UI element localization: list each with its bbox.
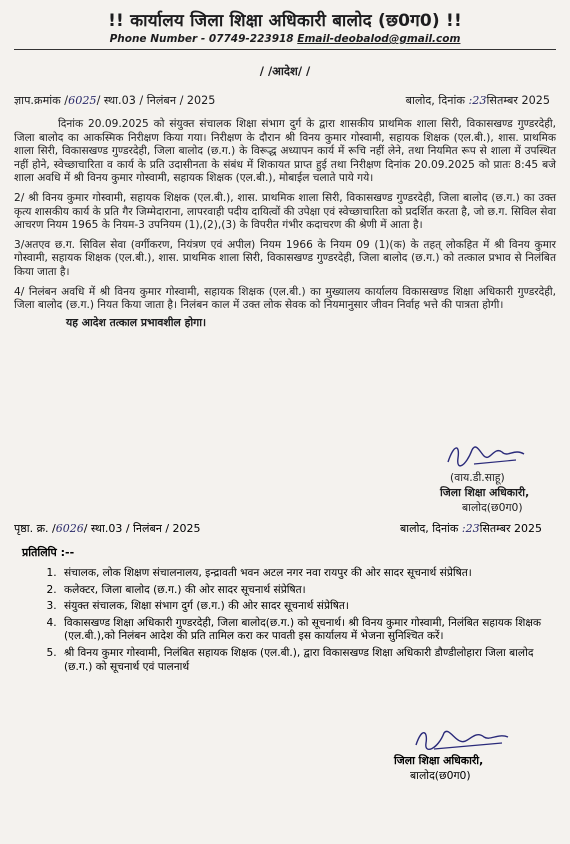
- copy-memo-suffix: / स्था.03 / निलंबन / 2025: [83, 522, 201, 535]
- memo-date: [406, 93, 550, 108]
- copy-item: 2. कलेक्टर, जिला बालोद (छ.ग.) की ओर सादर सूचनार्थ संप्रेषित।: [60, 584, 548, 598]
- memo-number: [14, 93, 215, 108]
- copy-memo-handwritten-number: 6026: [55, 522, 84, 535]
- handwritten-signature-1: [444, 440, 530, 470]
- date-handwritten-day: :23: [468, 94, 487, 107]
- signatory-designation: जिला शिक्षा अधिकारी,: [440, 486, 530, 499]
- office-title: !! कार्यालय जिला शिक्षा अधिकारी बालोद (छ0ग0) !!: [108, 11, 462, 31]
- email-address: Email-deobalod@gmail.com: [297, 33, 461, 45]
- header-divider: [14, 49, 556, 50]
- signatory-place-2: बालोद(छ0ग0): [410, 769, 471, 782]
- reference-line: [14, 93, 556, 108]
- paragraph-1: दिनांक 20.09.2025 को संयुक्त संचालक शिक्षा संभाग दुर्ग के द्वारा शासकीय प्राथमिक शाला सिरी, विकासखण्ड गुण्डरदेही, जिला बालोद का आकस्मिक निरीक्षण किया गया। निरीक्षण के दौरान श्री विनय कुमार गोस्वामी, सहायक शिक्षक (एल.बी.), शास. प्राथमिक शाला सिरी, विकासखण्ड गुण्डरदेही, जिला बालोद (छ.ग.) के विरूद्ध अध्यापन कार्य में रूचि नहीं लेने, तथा नियमित रूप से शाला में उपस्थित नहीं होने, स्वेच्छाचारिता व कार्य के प्रति उदासीनता के संबंध में शिकायत प्राप्त हुई तथा निरीक्षण दिनांक 20.09.2025 को प्रातः 8:45 बजे शाला अवधि में श्री विनय कुमार गोस्वामी, सहायक शिक्षक (एल.बी.), मोबाईल चलाते पाये गये।: [14, 118, 556, 185]
- copy-memo-prefix: पृष्ठा. क्र. /: [14, 522, 56, 535]
- copy-item: 3. संयुक्त संचालक, शिक्षा संभाग दुर्ग (छ.ग.) की ओर सादर सूचनार्थ संप्रेषित।: [60, 600, 548, 614]
- effective-statement: यह आदेश तत्काल प्रभावशील होगा।: [66, 315, 207, 329]
- signature-block-1: [440, 440, 530, 515]
- paragraph-4: 4/ निलंबन अवधि में श्री विनय कुमार गोस्वामी, सहायक शिक्षक (एल.बी.) का मुख्यालय कार्यालय विकासखण्ड शिक्षा अधिकारी गुण्डरदेही, जिला बालोद (छ.ग.) नियत किया जाता है। निलंबन काल में उक्त लोक सेवक को नियमानुसार जीवन निर्वाह भत्ते की पात्रता होगी।: [14, 285, 556, 312]
- memo-suffix: / स्था.03 / निलंबन / 2025: [96, 94, 216, 107]
- signatory-place: बालोद(छ0ग0): [462, 501, 523, 514]
- memo-prefix: ज्ञाप.क्रमांक /: [14, 94, 69, 107]
- signature-block-2: [394, 735, 510, 783]
- signatory-designation-2: जिला शिक्षा अधिकारी,: [394, 754, 484, 767]
- copy-date-suffix: सितम्बर 2025: [479, 522, 542, 535]
- copy-memo-number: [14, 521, 201, 536]
- copy-heading: प्रतिलिपि :--: [22, 546, 75, 559]
- contact-line: [14, 33, 556, 45]
- copy-date-prefix: बालोद, दिनांक: [400, 522, 459, 535]
- copy-item: 4. विकासखण्ड शिक्षा अधिकारी गुण्डरदेही, जिला बालोद(छ.ग.) को सूचनार्थ। श्री विनय कुमार गोस्वामी, निलंबित सहायक शिक्षक (एल.बी.),को निलंबन आदेश की प्रति तामिल करा कर पावती इस कार्यालय में भेजना सुनिश्चित करें।: [60, 617, 548, 644]
- handwritten-signature-2: [414, 725, 510, 753]
- copy-item: 1. संचालक, लोक शिक्षण संचालनालय, इन्द्रावती भवन अटल नगर नवा रायपुर की ओर सादर सूचनार्थ संप्रेषित।: [60, 567, 548, 581]
- date-prefix: बालोद, दिनांक: [405, 94, 465, 107]
- order-heading: / /आदेश/ /: [259, 64, 311, 78]
- copy-reference-line: [14, 521, 542, 536]
- paragraph-2: 2/ श्री विनय कुमार गोस्वामी, सहायक शिक्षक (एल.बी.), शास. प्राथमिक शाला सिरी, विकासखण्ड गुण्डरदेही, जिला बालोद (छ.ग.) का उक्त कृत्य शासकीय कार्य के प्रति गैर जिम्मेदाराना, लापरवाही पदीय दायित्वों की उपेक्षा एवं स्वेच्छाचारिता को प्रदर्शित करता है, जो छ.ग. सिविल सेवा आचरण नियम 1965 के नियम-3 उपनियम (1),(2),(3) के विपरीत गंभीर कदाचरण की श्रेणी में आता है।: [14, 191, 556, 232]
- signatory-name: (वाय.डी.साहू): [450, 471, 505, 484]
- copy-date-handwritten-day: :23: [461, 522, 480, 535]
- copy-list: [0, 567, 548, 674]
- date-suffix: सितम्बर 2025: [486, 94, 550, 107]
- memo-handwritten-number: 6025: [68, 94, 97, 107]
- paragraph-3: 3/अतएव छ.ग. सिविल सेवा (वर्गीकरण, नियंत्रण एवं अपील) नियम 1966 के नियम 09 (1)(क) के तहत् लोकहित में श्री विनय कुमार गोस्वामी, सहायक शिक्षक (एल.बी.), शास. प्राथमिक शाला सिरी, विकासखण्ड गुण्डरदेही, जिला बालोद (छ.ग.) को तत्काल प्रभाव से निलंबित किया जाता है।: [14, 238, 556, 278]
- copy-memo-date: [400, 521, 542, 536]
- copy-item: 5. श्री विनय कुमार गोस्वामी, निलंबित सहायक शिक्षक (एल.बी.), द्वारा विकासखण्ड शिक्षा अधिकारी डौण्डीलोहारा जिला बालोद (छ.ग.) को सूचनार्थ एवं पालनार्थ: [60, 647, 548, 674]
- phone-number: Phone Number - 07749-223918: [109, 33, 294, 45]
- copy-list-wrapper: [0, 563, 548, 677]
